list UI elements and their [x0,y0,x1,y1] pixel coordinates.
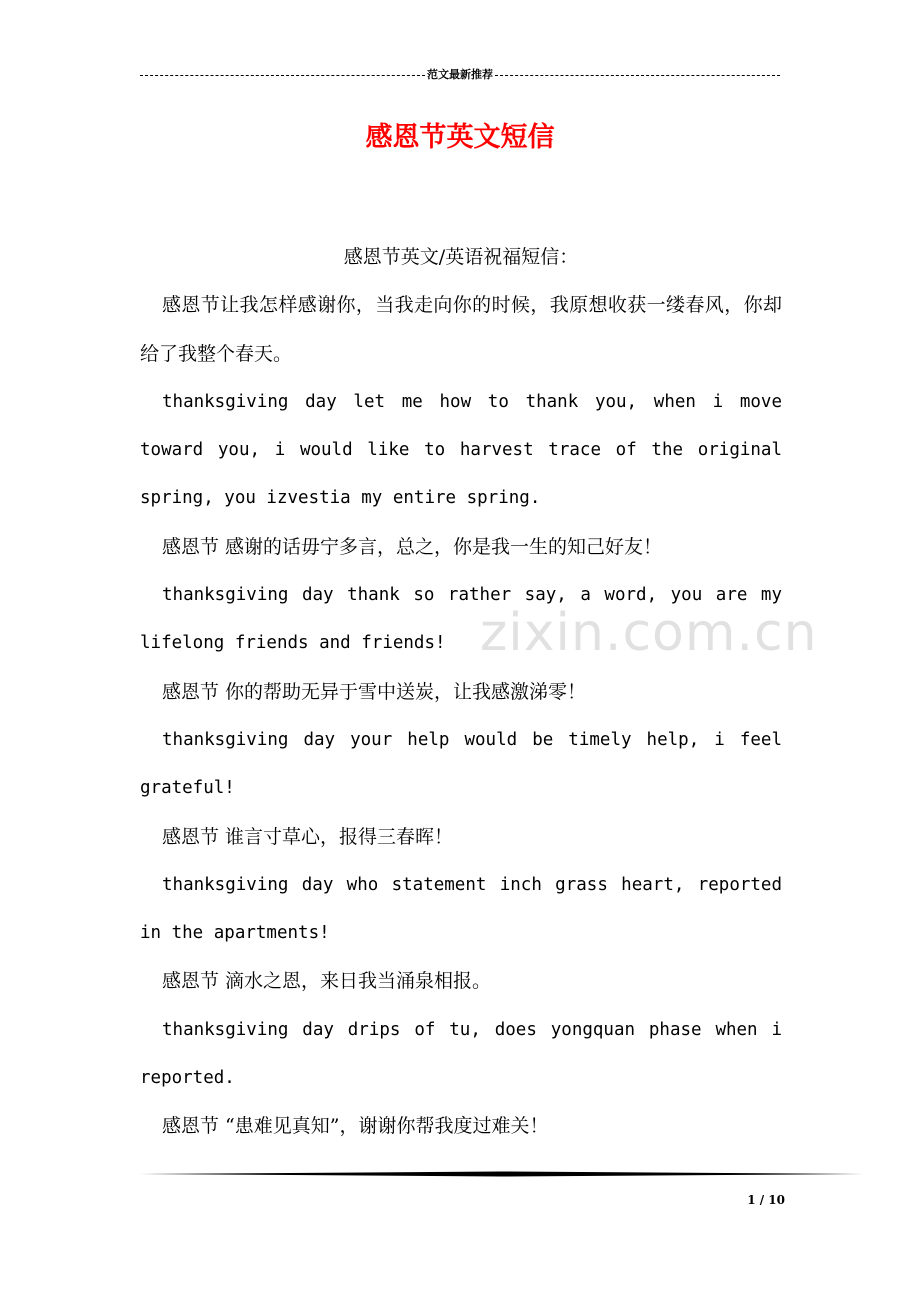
paragraph-zh: 感恩节 你的帮助无异于雪中送炭，让我感激涕零！ [162,680,587,703]
paragraph-zh: 感恩节 谁言寸草心，报得三春晖！ [162,825,454,848]
header-label: 范文最新推荐 [427,68,493,81]
header-dash-left [140,75,425,76]
paragraph-en: thanksgiving day drips of tu, does yongquan phase when i reported. [140,1019,782,1089]
paragraph-zh: 感恩节 “患难见真知”，谢谢你帮我度过难关！ [162,1115,549,1138]
paragraph-en: thanksgiving day your help would be timely help, i feel grateful! [140,729,782,799]
page-title: 感恩节英文短信 [365,122,555,153]
paragraph-zh: 感恩节 滴水之恩，来日我当涌泉相报。 [162,970,492,993]
paragraph-en: thanksgiving day thank so rather say, a word, you are my lifelong friends and friends! [140,585,782,654]
document-body [140,233,782,1151]
page-number: 1 / 10 [747,1193,785,1207]
footer-rule [140,1171,863,1175]
watermark: zixin.com.cn [480,603,818,663]
header-rule [140,68,780,82]
header-dash-right [495,75,780,76]
paragraph-zh: 感恩节让我怎样感谢你，当我走向你的时候，我原想收获一缕春风，你却给了我整个春天。 [140,294,782,365]
paragraph-zh: 感恩节 感谢的话毋宁多言，总之，你是我一生的知己好友！ [162,535,663,558]
intro-line: 感恩节英文/英语祝福短信： [343,246,579,268]
paragraph-en: thanksgiving day who statement inch grass heart, reported in the apartments! [140,874,782,944]
paragraph-en: thanksgiving day let me how to thank you, when i move toward you, i would like to harvest trace of the original spring, you izvestia my entire spring. [140,391,782,509]
